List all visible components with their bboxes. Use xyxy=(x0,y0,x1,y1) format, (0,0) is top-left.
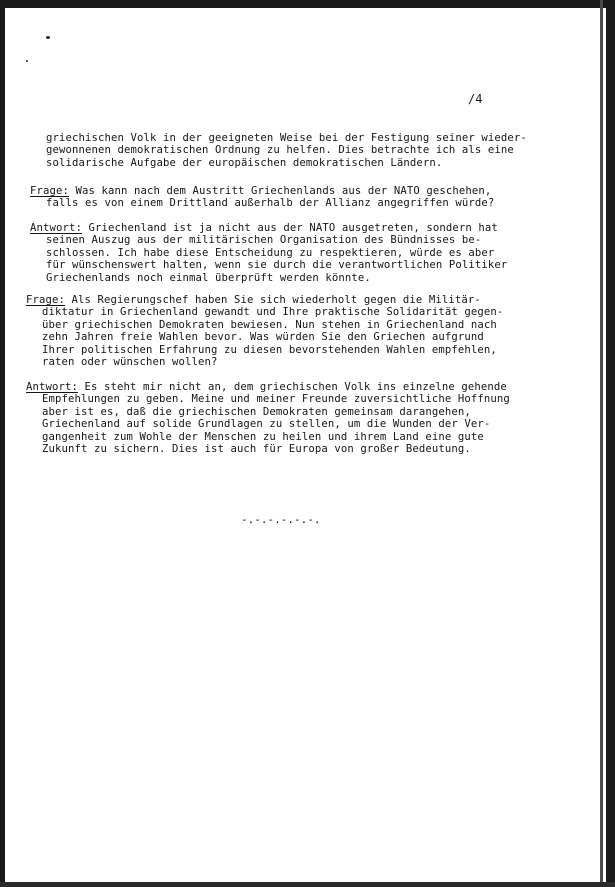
text-line: zehn Jahren freie Wahlen bevor. Was würden Sie den Griechen aufgrund xyxy=(42,331,484,344)
scan-border-left xyxy=(0,0,5,887)
scan-border-bottom xyxy=(0,882,615,887)
text-line: aber ist es, daß die griechischen Demokraten gemeinsam darangehen, xyxy=(42,405,471,418)
text-line xyxy=(30,222,546,234)
text-line-content: Als Regierungschef haben Sie sich wiederholt gegen die Militär- xyxy=(65,294,481,306)
text-line: gewonnenen demokratischen Ordnung zu helfen. Dies betrachte ich als eine xyxy=(46,144,514,157)
text-line: für wünschenswert halten, wenn sie durch die verantwortlichen Politiker xyxy=(46,259,508,272)
text-line: schlossen. Ich habe diese Entscheidung zu respektieren, würde es aber xyxy=(46,246,495,259)
text-line: Empfehlungen zu geben. Meine und meiner Freunde zuversichtliche Hoffnung xyxy=(42,393,510,406)
answer-label: Antwort: xyxy=(30,222,82,234)
answer-paragraph xyxy=(30,222,546,284)
text-line xyxy=(30,185,546,197)
scan-border-right-inner xyxy=(600,0,603,887)
text-line-content: Es steht mir nicht an, dem griechischen Volk ins einzelne gehende xyxy=(77,381,507,393)
text-line: solidarische Aufgabe der europäischen demokratischen Ländern. xyxy=(46,156,443,169)
question-paragraph xyxy=(30,185,546,210)
text-line: diktatur in Griechenland gewandt und Ihre praktische Solidarität gegen- xyxy=(42,306,504,319)
text-line xyxy=(26,294,542,306)
text-line-content: Griechenland ist ja nicht aus der NATO ausgetreten, sondern hat xyxy=(81,222,498,234)
answer-paragraph xyxy=(26,381,542,455)
text-line: griechischen Volk in der geeigneten Weise bei der Festigung seiner wieder- xyxy=(46,132,527,144)
text-line: gangenheit zum Wohle der Menschen zu heilen und ihrem Land eine gute xyxy=(42,430,484,443)
question-label: Frage: xyxy=(26,294,65,306)
scan-border-right xyxy=(606,0,615,887)
text-line: über griechischen Demokraten bewiesen. Nun stehen in Griechenland nach xyxy=(42,318,497,331)
page-number: /4 xyxy=(468,92,483,106)
scan-border-top xyxy=(0,0,615,8)
text-line: raten oder wünschen wollen? xyxy=(42,356,218,369)
text-line: Ihrer politischen Erfahrung zu diesen bevorstehenden Wahlen empfehlen, xyxy=(42,343,497,356)
scan-speck xyxy=(46,36,50,39)
text-line xyxy=(26,381,542,393)
text-line: Griechenlands noch einmal überprüft werden könnte. xyxy=(46,271,371,284)
text-line-content: Was kann nach dem Austritt Griechenlands aus der NATO geschehen, xyxy=(69,185,492,197)
question-paragraph xyxy=(26,294,542,368)
paragraph-continuation xyxy=(46,132,562,169)
end-marker: -.-.-.-.-.-. xyxy=(241,513,321,526)
scan-speck xyxy=(26,60,28,62)
text-line: Zukunft zu sichern. Dies ist auch für Europa von großer Bedeutung. xyxy=(42,443,471,456)
answer-label: Antwort: xyxy=(26,381,78,393)
text-line: Griechenland auf solide Grundlagen zu stellen, um die Wunden der Ver- xyxy=(42,418,491,431)
text-line: falls es von einem Drittland außerhalb der Allianz angegriffen würde? xyxy=(46,197,495,210)
question-label: Frage: xyxy=(30,185,69,197)
text-line: seinen Auszug aus der militärischen Organisation des Bündnisses be- xyxy=(46,234,482,247)
